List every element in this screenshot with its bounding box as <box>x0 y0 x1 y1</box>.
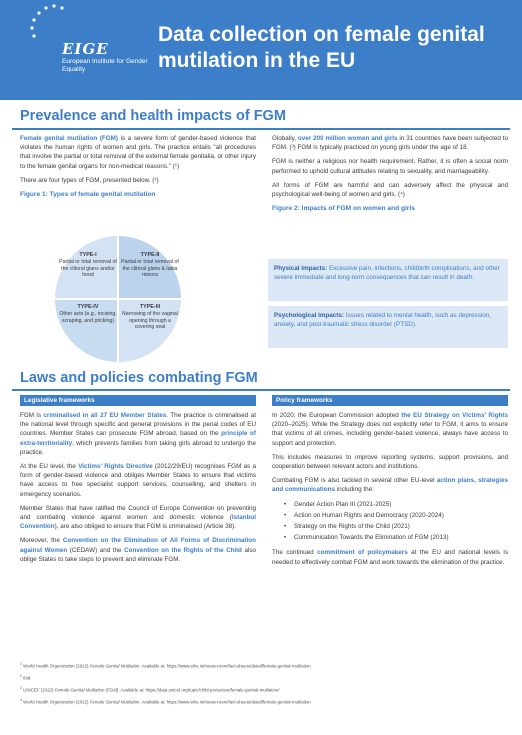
eige-logo: EIGE <box>62 40 109 58</box>
legislative-column <box>20 411 256 569</box>
page-title: Data collection on female genital mutilation in the EU <box>158 23 485 72</box>
footnote-item: $^3$ UNICEF (2022) Female Genital Mutilation (FGM). Available at: https://data.unicef.org/topic/child-protection/female-genital-mutilation/ <box>20 685 280 693</box>
cedaw-paragraph: Moreover, the Convention on the Elimination of All Forms of Discrimination against Women (CEDAW) and the Convention on the Rights of the Child also oblige States to take steps to prevent and eliminate FGM. <box>20 537 257 563</box>
policy-column <box>272 411 508 572</box>
eu-strategy-paragraph: In 2020, the European Commission adopted the EU Strategy on Victims' Rights (2020–2025). While the Strategy does not explicitly refer to FGM, it aims to ensure that victims of all crimes, including gender-based violence, always have access to support and protection. <box>272 412 508 447</box>
commitment-paragraph: The continued commitment of policymakers at the EU and national levels is needed to effectively combat FGM and work towards the elimination of the practice. <box>272 549 508 566</box>
fgm-definition-paragraph: Female genital mutilation (FGM) is a severe form of gender-based violence that violates the human rights of women and girls. The practice entails "all procedures that involve the partial or total removal of the external female genitalia, or other injury to the female genital organs for non-medical reasons." (¹) <box>20 135 256 170</box>
list-item: • Communication Towards the Elimination of FGM (2013) <box>286 533 508 542</box>
measures-paragraph: This includes measures to improve reporting systems, support provisions, and cooperation between relevant actors and institutions. <box>272 453 508 471</box>
list-item: • Gender Action Plan III (2021-2025) <box>286 500 508 509</box>
footnote-item: $^2$ Ibid <box>20 673 31 681</box>
section-divider <box>12 389 510 391</box>
footnotes <box>20 662 500 710</box>
pie-slice-type-3: TYPE-III Narrowing of the vaginal opening through a covering seal <box>122 304 178 331</box>
eu-stars-icon <box>28 2 68 42</box>
social-norm-paragraph: FGM is neither a religious nor health requirement. Rather, it is often a social norm performed to uphold cultural attitudes relating to sexuality, and marriageability. <box>272 158 508 175</box>
legislative-frameworks-bar: Legislative frameworks <box>20 395 256 406</box>
istanbul-convention-paragraph: Member States that have ratified the Council of Europe Convention on preventing and combating violence against women and domestic violence (Istanbul Convention), are also obliged to ensure that FGM is criminalised (Article 38). <box>20 504 256 531</box>
section-heading-laws: Laws and policies combating FGM <box>20 370 258 386</box>
psychological-impacts-box: Psychological impacts: Issues related to mental health, such as depression, anxiety, and post-traumatic stress disorder (PTSD). <box>268 306 508 348</box>
victims-directive-paragraph: At the EU level, the Victims' Rights Directive (2012/29/EU) recognises FGM as a form of gender-based violence and obliges Member States to ensure that victims have access to free specialist support services, counselling, and shelters in emergency scenarios. <box>20 463 256 498</box>
page-header <box>0 0 522 100</box>
criminalised-paragraph: FGM is criminalised in all 27 EU Member States. The practice is criminalised at the national level through specific and general provisions in the penal codes of EU countries. Member States can prosecute FGM abroad, based on the principle of extra-territoriality, which prevents families from taking girls abroad to undergo the practice. <box>20 412 256 456</box>
figure-2-title: Figure 2: Impacts of FGM on women and girls <box>272 205 415 213</box>
action-plans-paragraph: Combating FGM is also tackled in several other EU-level action plans, strategies and communications including the: <box>272 477 508 494</box>
harm-paragraph: All forms of FGM are harmful and can adversely affect the physical and psychological well-being of women and girls. (⁴) <box>272 181 508 199</box>
footnote-item: $^4$ World Health Organization (2022) Female Genital Mutilation. Available at: https://www.who.int/news-room/fact-sheets/detail/female-genital-mutilation <box>20 697 311 705</box>
pie-slice-type-2: TYPE-II Partial or total removal of the clitoral glans & labia minora <box>121 252 179 279</box>
fgm-types-intro: There are four types of FGM, presented below. (²) <box>20 176 159 184</box>
physical-impacts-box: Physical impacts: Excessive pain, infections, childbirth complications, and other severe immediate and long-term consequences that can result in death. <box>268 259 508 301</box>
section-heading-prevalence: Prevalence and health impacts of FGM <box>20 108 286 124</box>
pie-slice-type-4: TYPE-IV Other acts (e.g., incising, scraping, and pricking) <box>59 304 117 324</box>
footnote-item: $^1$ World Health Organization (2022) Female Genital Mutilation. Available at: https://www.who.int/news-room/fact-sheets/detail/female-genital-mutilation <box>20 662 311 669</box>
policy-frameworks-bar: Policy frameworks <box>272 395 508 406</box>
prevalence-stat-paragraph: Globally, over 200 million women and girls in 31 countries have been subjected to FGM. (³) FGM is typically practiced on young girls under the age of 18. <box>272 135 509 152</box>
pie-slice-type-1: TYPE-I Partial or total removal of the clitoral glans and/or hood <box>59 252 117 279</box>
prevalence-right-column <box>272 134 508 217</box>
figure-1-title: Figure 1: Types of female genital mutilation <box>20 191 156 199</box>
section-divider <box>12 128 510 130</box>
eige-logo-subtitle: European Institute for Gender Equality <box>62 58 148 73</box>
list-item: • Action on Human Rights and Democracy (2020-2024) <box>286 511 508 520</box>
prevalence-left-column <box>20 134 256 203</box>
list-item: • Strategy on the Rights of the Child (2021) <box>286 522 508 531</box>
action-plans-list <box>286 500 508 543</box>
fgm-types-pie <box>38 236 198 362</box>
